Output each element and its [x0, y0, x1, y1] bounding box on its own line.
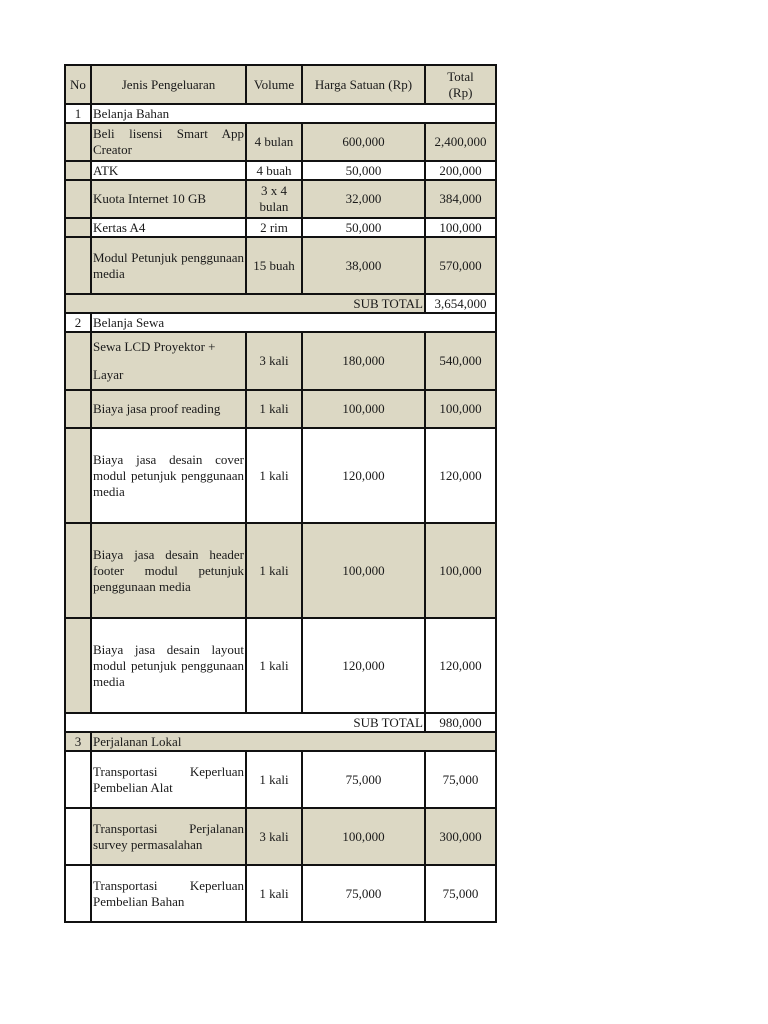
cell-name: Biaya jasa proof reading [91, 390, 246, 428]
cell-volume: 1 kali [246, 390, 302, 428]
cell-total: 300,000 [425, 808, 496, 865]
table-row [65, 523, 496, 618]
table-row [65, 751, 496, 808]
section-title: Belanja Sewa [91, 313, 496, 332]
cell-total: 384,000 [425, 180, 496, 218]
cell-volume: 1 kali [246, 865, 302, 922]
cell-no [65, 390, 91, 428]
cell-name: Biaya jasa desain header footer modul petunjuk penggunaan media [91, 523, 246, 618]
cell-no [65, 618, 91, 713]
cell-no [65, 751, 91, 808]
cell-total: 120,000 [425, 428, 496, 523]
subtotal-label: SUB TOTAL [65, 294, 425, 313]
cell-total: 75,000 [425, 751, 496, 808]
cell-name: Modul Petunjuk penggunaan media [91, 237, 246, 294]
cell-name: Biaya jasa desain layout modul petunjuk penggunaan media [91, 618, 246, 713]
section-row [65, 104, 496, 123]
cell-name: Beli lisensi Smart App Creator [91, 123, 246, 161]
cell-no [65, 523, 91, 618]
cell-no [65, 180, 91, 218]
table-row [65, 237, 496, 294]
cell-volume: 2 rim [246, 218, 302, 237]
cell-harga: 50,000 [302, 218, 425, 237]
cell-name: Kertas A4 [91, 218, 246, 237]
cell-volume: 4 buah [246, 161, 302, 180]
section-no: 1 [65, 104, 91, 123]
table-row [65, 865, 496, 922]
cell-harga: 600,000 [302, 123, 425, 161]
cell-volume: 1 kali [246, 428, 302, 523]
section-title: Perjalanan Lokal [91, 732, 496, 751]
cell-volume: 3 kali [246, 808, 302, 865]
section-no: 2 [65, 313, 91, 332]
section-row [65, 732, 496, 751]
subtotal-value: 980,000 [425, 713, 496, 732]
table-row [65, 332, 496, 390]
cell-harga: 100,000 [302, 808, 425, 865]
cell-harga: 75,000 [302, 751, 425, 808]
subtotal-value: 3,654,000 [425, 294, 496, 313]
cell-harga: 75,000 [302, 865, 425, 922]
header-jenis: Jenis Pengeluaran [91, 65, 246, 104]
cell-volume: 4 bulan [246, 123, 302, 161]
cell-harga: 120,000 [302, 618, 425, 713]
cell-name: Sewa LCD Proyektor + Layar [91, 332, 246, 390]
subtotal-label: SUB TOTAL [65, 713, 425, 732]
table-row [65, 218, 496, 237]
cell-total: 2,400,000 [425, 123, 496, 161]
header-total [425, 65, 496, 104]
cell-name: Transportasi Keperluan Pembelian Bahan [91, 865, 246, 922]
cell-harga: 180,000 [302, 332, 425, 390]
cell-name: Kuota Internet 10 GB [91, 180, 246, 218]
cell-no [65, 332, 91, 390]
cell-volume: 1 kali [246, 618, 302, 713]
cell-harga: 50,000 [302, 161, 425, 180]
cell-no [65, 218, 91, 237]
header-row [65, 65, 496, 104]
section-title: Belanja Bahan [91, 104, 496, 123]
cell-volume: 15 buah [246, 237, 302, 294]
subtotal-row [65, 294, 496, 313]
cell-no [65, 865, 91, 922]
cell-total: 75,000 [425, 865, 496, 922]
cell-name: Biaya jasa desain cover modul petunjuk penggunaan media [91, 428, 246, 523]
cell-total: 200,000 [425, 161, 496, 180]
header-harga: Harga Satuan (Rp) [302, 65, 425, 104]
cell-name: Transportasi Perjalanan survey permasalahan [91, 808, 246, 865]
cell-no [65, 161, 91, 180]
cell-total: 100,000 [425, 218, 496, 237]
table-row [65, 618, 496, 713]
cell-volume: 1 kali [246, 523, 302, 618]
header-total-line1: Total [447, 68, 474, 84]
cell-volume: 1 kali [246, 751, 302, 808]
header-volume: Volume [246, 65, 302, 104]
table-row [65, 180, 496, 218]
cell-volume: 3 x 4 bulan [246, 180, 302, 218]
table-row [65, 123, 496, 161]
cell-harga: 32,000 [302, 180, 425, 218]
cell-no [65, 428, 91, 523]
cell-total: 570,000 [425, 237, 496, 294]
cell-name: ATK [91, 161, 246, 180]
cell-volume: 3 kali [246, 332, 302, 390]
subtotal-row [65, 713, 496, 732]
cell-harga: 120,000 [302, 428, 425, 523]
cell-no [65, 237, 91, 294]
cell-no [65, 808, 91, 865]
cell-name: Transportasi Keperluan Pembelian Alat [91, 751, 246, 808]
budget-table [64, 64, 497, 923]
cell-harga: 38,000 [302, 237, 425, 294]
section-row [65, 313, 496, 332]
section-no: 3 [65, 732, 91, 751]
cell-total: 100,000 [425, 523, 496, 618]
header-total-line2: (Rp) [448, 84, 473, 100]
cell-harga: 100,000 [302, 390, 425, 428]
cell-harga: 100,000 [302, 523, 425, 618]
cell-no [65, 123, 91, 161]
table-row [65, 428, 496, 523]
table-row [65, 161, 496, 180]
cell-total: 540,000 [425, 332, 496, 390]
cell-total: 120,000 [425, 618, 496, 713]
table-row [65, 390, 496, 428]
header-no: No [65, 65, 91, 104]
table-row [65, 808, 496, 865]
cell-total: 100,000 [425, 390, 496, 428]
